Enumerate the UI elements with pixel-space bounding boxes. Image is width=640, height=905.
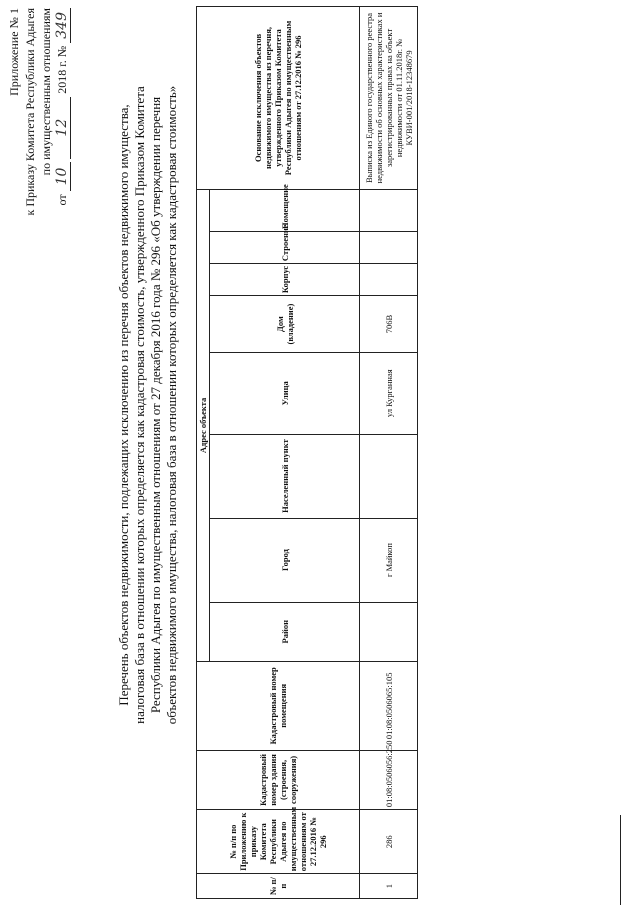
header-room: Помещение (210, 189, 360, 231)
header-cadastral-building: Кадастровый номер здания (строения, сооружения) (197, 750, 360, 809)
header-basis: Основание исключения объектов недвижимого имущества из перечня, утвержденного Приказом Комитета Республики Адыгея по имущественным отношениям от 27.12.2016 № 296 (197, 7, 360, 190)
appendix-line-1: Приложение № 1 (7, 8, 21, 96)
header-settlement: Населенный пункт (210, 434, 360, 518)
header-city: Город (210, 518, 360, 602)
header-house: Дом (владение) (210, 296, 360, 353)
cell-basis: Выписка из Единого государственного реестра недвижимости об основных характеристиках и зарегистрированных правах на объект недвижимости от 01.11.2018г. № КУВИ-001/2018-12348679 (360, 7, 418, 190)
document-title: Перечень объектов недвижимости, подлежащих исключению из перечня объектов недвижимого имущества, налоговая база в отношении которых определяется как кадастровая стоимость, утвержденного Приказом Комитета Республики Адыгея по имущественным отношениям от 27 декабря 2016 года № 296 «Об утверждении перечня объектов недвижимого имущества, налоговая база в отношении которых определяется как кадастровая стоимость» (116, 85, 179, 725)
header-address: Адрес объекта (197, 189, 210, 661)
cell-num: 1 (360, 874, 418, 899)
appendix-line-2: к Приказу Комитета Республики Адыгея (23, 8, 37, 216)
cell-korpus (360, 264, 418, 296)
header-street: Улица (210, 353, 360, 435)
cell-cadastral-room: 01:08:0506065:105 (360, 661, 418, 750)
handwritten-number: 349 (54, 8, 71, 43)
cell-room (360, 189, 418, 231)
cell-cadastral-building: 01:08:0506056:250 (360, 750, 418, 809)
table-header-row-1 (197, 7, 210, 899)
header-num: № п/п (197, 874, 360, 899)
table-row (360, 7, 418, 899)
cell-district (360, 602, 418, 661)
date-prefix: от (55, 194, 69, 206)
handwritten-day: 10 (54, 162, 71, 192)
appendix-line-3: по имущественным отношениям (39, 8, 53, 176)
appendix-date-line (54, 8, 70, 216)
cell-settlement (360, 434, 418, 518)
cell-street: ул Курганная (360, 353, 418, 435)
header-korpus: Корпус (210, 264, 360, 296)
cell-city: г Майкоп (360, 518, 418, 602)
cell-stroenie (360, 231, 418, 263)
footnote-divider (620, 815, 621, 905)
cell-house: 706В (360, 296, 418, 353)
cell-num-appendix: 286 (360, 810, 418, 874)
objects-table (196, 6, 418, 899)
handwritten-month: 12 (54, 97, 71, 159)
header-district: Район (210, 602, 360, 661)
header-num-appendix: № п/п по Приложению к приказу Комитета Республики Адыгея по имущественным отношениям от 27.12.2016 № 296 (197, 810, 360, 874)
appendix-block (6, 8, 70, 216)
header-stroenie: Строение (210, 231, 360, 263)
date-year: 2018 г. № (55, 45, 69, 94)
header-cadastral-room: Кадастровый номер помещения (197, 661, 360, 750)
